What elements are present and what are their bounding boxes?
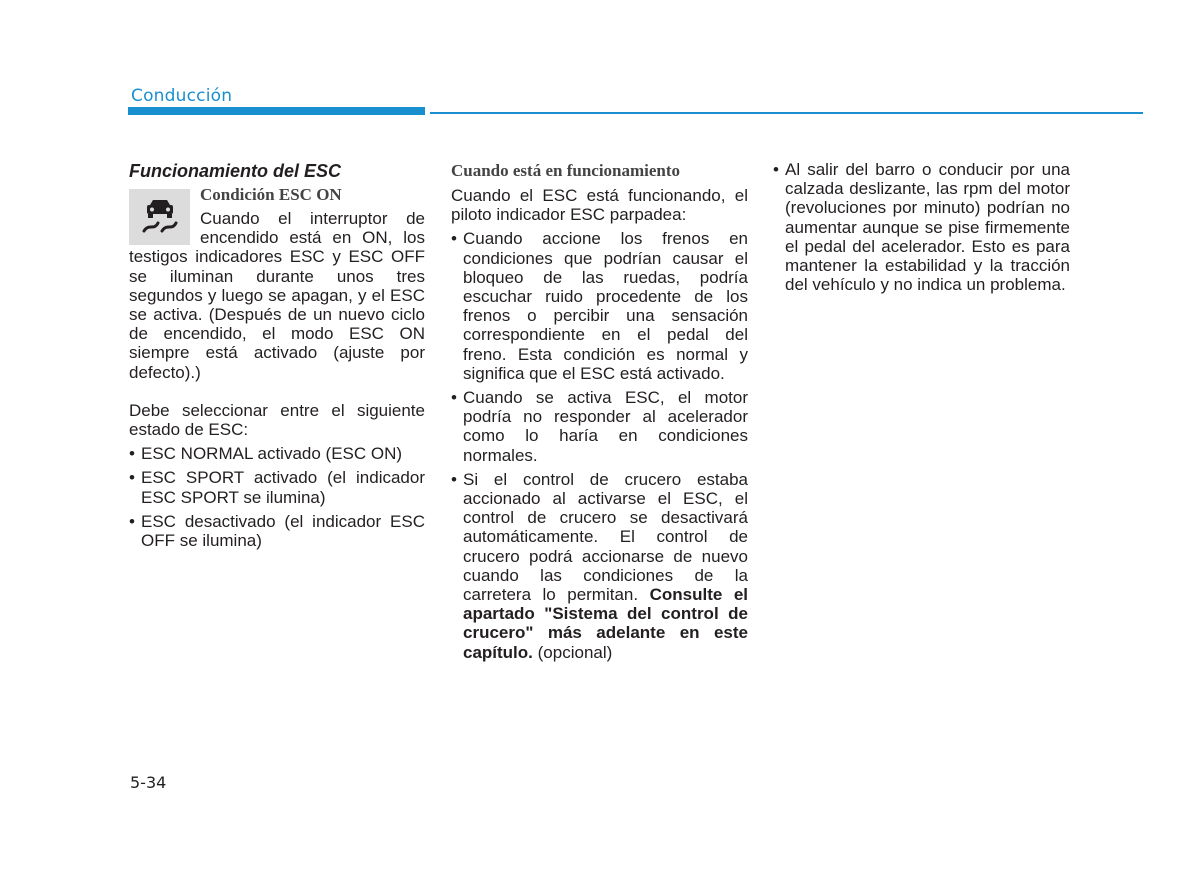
right-column — [773, 160, 1070, 299]
list-item: • Al salir del barro o conducir por una calzada deslizante, las rpm del motor (revoluciones por minuto) podrían no aumentar aunque se pise firmemente el pedal del acelerador. Esto es para mantener la estabilidad y la tracción del vehículo y no indica un problema. — [773, 160, 1070, 294]
list-item — [451, 470, 748, 662]
list-item: • Cuando accione los frenos en condiciones que podrían causar el bloqueo de las ruedas, podría escuchar ruido procedente de los frenos o percibir una sensación correspondiente en el pedal del freno. Esta condición es normal y significa que el ESC está activado. — [451, 229, 748, 383]
optional-note: (opcional) — [537, 642, 613, 662]
traction-list — [773, 160, 1070, 294]
operating-list — [451, 229, 748, 661]
list-item: • ESC NORMAL activado (ESC ON) — [129, 444, 425, 463]
paragraph-select: Debe seleccionar entre el siguiente estado de ESC: — [129, 400, 425, 440]
esc-skid-car-icon — [129, 189, 190, 245]
page-number: 5-34 — [130, 773, 167, 792]
list-item: • Cuando se activa ESC, el motor podría no responder al acelerador como lo haría en condiciones normales. — [451, 388, 748, 465]
list-item: • ESC desactivado (el indicador ESC OFF se ilumina) — [129, 512, 425, 550]
header-rule-thin — [430, 112, 1143, 114]
esc-mode-list — [129, 444, 425, 550]
cross-reference: Consulte el apartado "Sistema del control de crucero" más adelante en este capítulo. — [463, 585, 748, 662]
subhead-esc-on: Condición ESC ON — [200, 185, 342, 204]
paragraph-operating: Cuando el ESC está funcionando, el piloto indicador ESC parpadea: — [451, 186, 748, 225]
middle-column — [451, 160, 748, 667]
paragraph-esc-on: Cuando el interruptor de encendido está en ON, los testigos indicadores ESC y ESC OFF se iluminan durante unos tres segundos y luego se apagan, y el ESC se activa. (Después de un nuevo ciclo de encendido, el modo ESC ON siempre está activado (ajuste por defecto).) — [129, 209, 425, 382]
section-title: Funcionamiento del ESC — [129, 161, 342, 181]
header-rule-thick — [128, 107, 425, 115]
left-column — [129, 160, 425, 555]
subhead-operating: Cuando está en funcionamiento — [451, 161, 681, 180]
section-header: Conducción — [131, 86, 233, 106]
list-item-text: Si el control de crucero estaba accionado al activarse el ESC, el control de crucero se desactivará automáticamente. El control de crucero podrá accionarse de nuevo cuando las condiciones de la carretera lo permitan. — [463, 469, 748, 605]
list-item: • ESC SPORT activado (el indicador ESC SPORT se ilumina) — [129, 468, 425, 506]
